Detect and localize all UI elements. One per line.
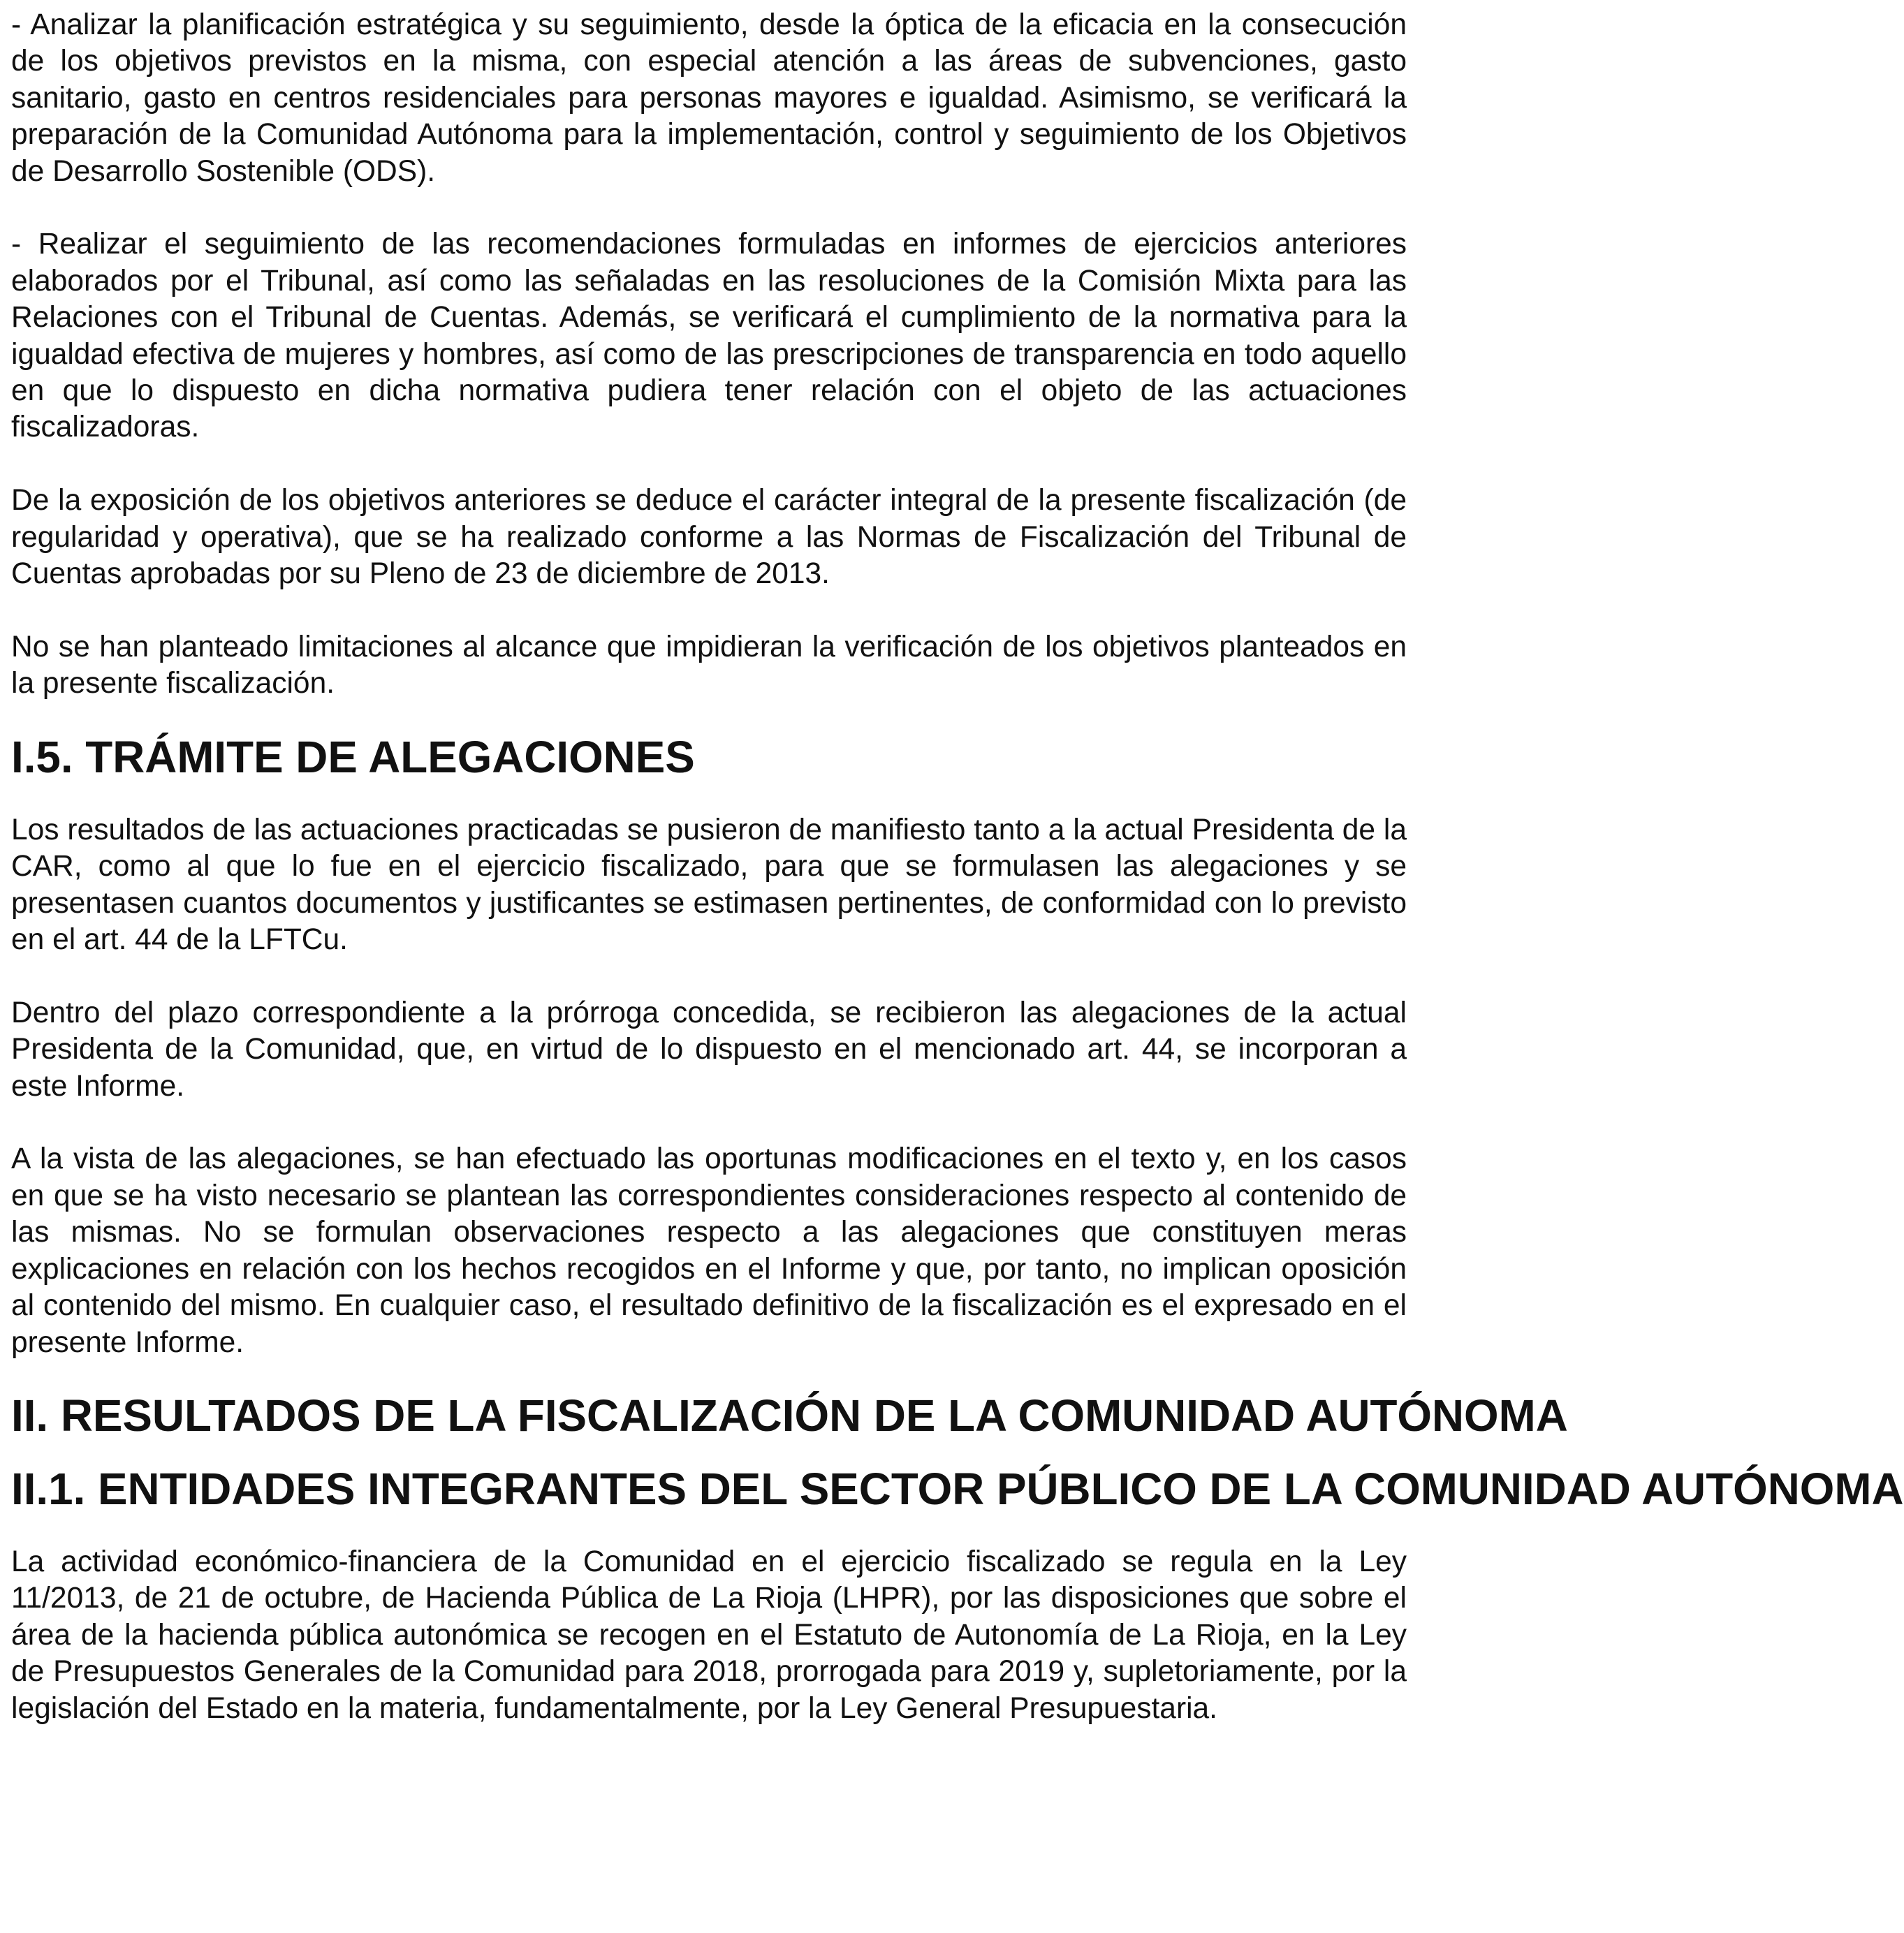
paragraph-objective-planning: - Analizar la planificación estratégica y su seguimiento, desde la óptica de la eficacia en la consecución de los objetivos previstos en la misma, con especial atención a las áreas de subvenciones, gasto sanitario, gasto en centros residenciales para personas mayores e igualdad. Asimismo, se verificará la preparación de la Comunidad Autónoma para la implementación, control y seguimiento de los Objetivos de Desarrollo Sostenible (ODS). (11, 8, 1407, 188)
section-heading-allegations: I.5. TRÁMITE DE ALEGACIONES (11, 732, 695, 783)
paragraph-objective-recommendations: - Realizar el seguimiento de las recomendaciones formuladas en informes de ejercicios anteriores elaborados por el Tribunal, así como las señaladas en las resoluciones de la Comisión Mixta para las Relaciones con el Tribunal de Cuentas. Además, se verificará el cumplimiento de la normativa para la igualdad efectiva de mujeres y hombres, así como de las prescripciones de transparencia en todo aquello en que lo dispuesto en dicha normativa pudiera tener relación con el objeto de las actuaciones fiscalizadoras. (11, 228, 1407, 444)
paragraph-results-communicated: Los resultados de las actuaciones practicadas se pusieron de manifiesto tanto a la actual Presidenta de la CAR, como al que lo fue en el ejercicio fiscalizado, para que se formulasen las alegaciones y se presentasen cuantos documentos y justificantes se estimasen pertinentes, de conformidad con lo previsto en el art. 44 de la LFTCu. (11, 813, 1407, 957)
section-heading-entities: II.1. ENTIDADES INTEGRANTES DEL SECTOR PÚBLICO DE LA COMUNIDAD AUTÓNOMA (11, 1464, 1904, 1515)
paragraph-allegations-review: A la vista de las alegaciones, se han efectuado las oportunas modificaciones en el texto y, en los casos en que se ha visto necesario se plantean las correspondientes consideraciones respecto al contenido de las mismas. No se formulan observaciones respecto a las alegaciones que constituyen meras explicaciones en relación con los hechos recogidos en el Informe y que, por tanto, no implican oposición al contenido del mismo. En cualquier caso, el resultado definitivo de la fiscalización es el expresado en el presente Informe. (11, 1142, 1407, 1359)
paragraph-allegations-received: Dentro del plazo correspondiente a la prórroga concedida, se recibieron las alegaciones de la actual Presidenta de la Comunidad, que, en virtud de lo dispuesto en el mencionado art. 44, se incorporan a este Informe. (11, 996, 1407, 1103)
document-page (11, 7, 1904, 1763)
paragraph-no-limitations: No se han planteado limitaciones al alcance que impidieran la verificación de los objetivos planteados en la presente fiscalización. (11, 630, 1407, 700)
paragraph-integral-character: De la exposición de los objetivos anteriores se deduce el carácter integral de la presente fiscalización (de regularidad y operativa), que se ha realizado conforme a las Normas de Fiscalización del Tribunal de Cuentas aprobadas por su Pleno de 23 de diciembre de 2013. (11, 484, 1407, 591)
paragraph-legal-framework: La actividad económico-financiera de la Comunidad en el ejercicio fiscalizado se regula en la Ley 11/2013, de 21 de octubre, de Hacienda Pública de La Rioja (LHPR), por las disposiciones que sobre el área de la hacienda pública autonómica se recogen en el Estatuto de Autonomía de La Rioja, en la Ley de Presupuestos Generales de la Comunidad para 2018, prorrogada para 2019 y, supletoriamente, por la legislación del Estado en la materia, fundamentalmente, por la Ley General Presupuestaria. (11, 1545, 1407, 1725)
section-heading-results: II. RESULTADOS DE LA FISCALIZACIÓN DE LA COMUNIDAD AUTÓNOMA (11, 1390, 1568, 1441)
